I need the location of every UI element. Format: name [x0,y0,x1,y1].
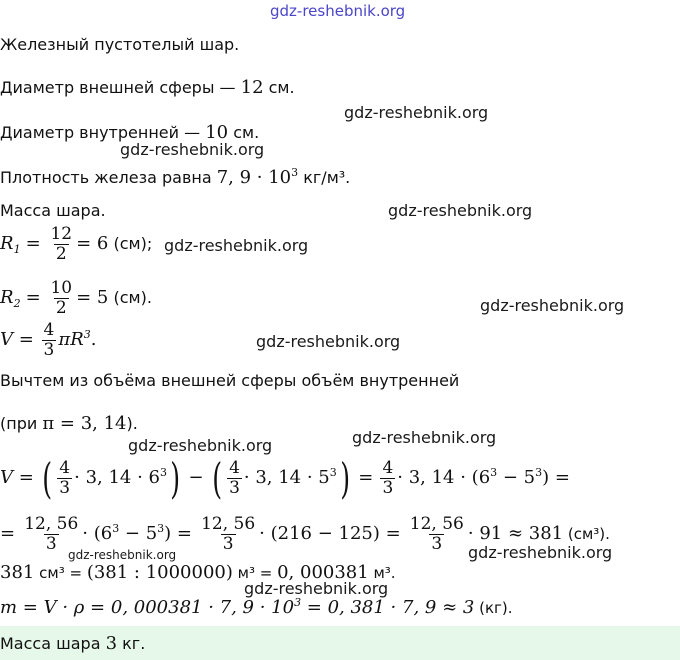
radius-2-fraction: $\frac{10}{2}$ [50,278,73,318]
radius-2-var: $R_2$ [0,287,21,310]
watermark: gdz-reshebnik.org [352,428,497,447]
answer-text: Масса шара 3 кг. [0,633,146,654]
density-line [0,168,350,188]
subtract-text: Вычтем из объёма внешней сферы объём внутренней [0,371,460,390]
volume-rest: $\pi R^3$ [58,328,91,350]
eq1-fraction-1: $\frac{4}{3}$ [59,458,71,498]
radius-2-line: $R_2$ = $\frac{10}{2}$ = 5 (см). [0,278,152,318]
watermark-small: gdz-reshebnik.org [68,548,177,562]
equation-1: V = ( $\frac{4}{3}$ · 3, $14 \cdot 6^3$) − ( $\frac{4}{3}$ · 3, $14 \cdot 5^3$) = $\frac{4}{3}$ · 3, $14 \cdot (6^3 - 5^3)$ = [0,453,570,503]
eq1-fraction-2: $\frac{4}{3}$ [229,458,240,498]
volume-fraction: $\frac{4}{3}$ [43,320,55,360]
problem-text: Железный пустотелый шар. [0,35,240,54]
answer-box [0,626,680,660]
radius-1-fraction: $\frac{12}{2}$ [50,224,73,264]
watermark: gdz-reshebnik.org [164,236,309,255]
watermark: gdz-reshebnik.org [468,543,613,562]
eq1-fraction-3: $\frac{4}{3}$ [382,458,394,498]
outer-diameter-value: 12 [240,77,264,98]
eq2-fraction-1: $\frac{12, 56}{3}$ [24,514,79,554]
subtract-text-line [0,371,459,391]
eq2-fraction-2: $\frac{12, 56}{3}$ [201,514,256,554]
watermark: gdz-reshebnik.org [480,296,625,315]
density-label: Плотность железа равна [0,168,217,187]
outer-diameter-label: Диаметр внешней сферы — [0,78,241,97]
watermark: gdz-reshebnik.org [128,436,273,455]
inner-diameter-label: Диаметр внутренней — [0,123,206,142]
inner-diameter-unit: см. [228,123,260,142]
outer-diameter-line [0,78,295,98]
watermark-top: gdz-reshebnik.org [270,2,406,20]
mass-heading: Масса шара. [0,201,106,220]
watermark: gdz-reshebnik.org [344,103,489,122]
eq2-fraction-3: $\frac{12, 56}{3}$ [409,514,464,554]
radius-1-unit: (см); [108,234,153,253]
watermark: gdz-reshebnik.org [388,201,533,220]
equation-4: m = V · ρ = 0, 000381 · 7, $9 \cdot 10^3 = 0$, 381 · 7, 9 ≈ 3 (кг). [0,596,513,618]
outer-diameter-unit: см. [263,78,295,97]
density-unit: кг/м³. [298,168,351,187]
radius-2-unit: (см). [108,288,152,307]
equation-3: 381 см³ = (381 : 1000000) м³ = 0, 000381 м³. [0,562,396,583]
volume-var: V [0,329,13,350]
watermark: gdz-reshebnik.org [256,332,401,351]
watermark: gdz-reshebnik.org [244,579,389,598]
watermark: gdz-reshebnik.org [120,140,265,159]
volume-formula-line: V = $\frac{4}{3}$ $\pi R^3$. [0,320,97,360]
radius-1-result: = 6 [76,233,109,254]
eq1-v: V = [0,467,34,488]
density-value: 7, $9 \cdot 10^3$ [216,166,299,188]
problem-line-1 [0,35,239,55]
radius-1-line: $R_1$ = $\frac{12}{2}$ = 6 (см); [0,224,153,264]
pi-line: (при π = 3, 14). [0,413,138,434]
radius-1-var: $R_1$ [0,233,21,256]
equation-2: = $\frac{12, 56}{3}$ · $(6^3 - 5^3)$ = $\frac{12, 56}{3}$ · (216 − 125) = $\frac{12, 56}{3}$ · 91 ≈ 381 (см³). [0,514,610,554]
radius-2-result: = 5 [76,287,109,308]
mass-heading-line [0,201,106,221]
pi-value: π = 3, 14 [42,413,127,434]
inner-diameter-value: 10 [205,122,229,143]
